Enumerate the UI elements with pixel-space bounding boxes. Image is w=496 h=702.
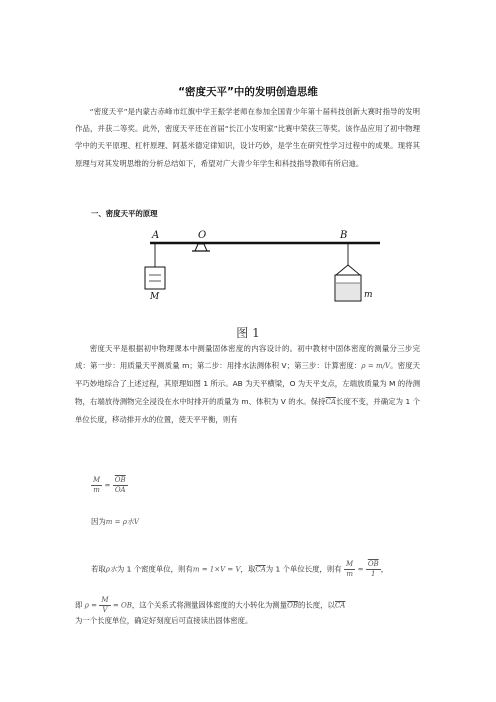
segment-ob: $\overline{OB}$: [287, 601, 298, 610]
p1-text-c: 长度不变，并确定为 1 个单位长度，移动排开水的位置，使天平平衡，则有: [75, 396, 421, 424]
eq4-den-left: m: [346, 570, 353, 578]
water-fill: [336, 283, 360, 300]
figure-caption: 图 1: [236, 326, 260, 340]
p2-text-b: 为 1 个密度单位，则有: [116, 564, 193, 574]
label-b: B: [340, 230, 348, 241]
segment-ca-2: $\overline{CA}$: [255, 565, 266, 574]
p2-text-a: 若取: [91, 564, 106, 574]
body-line-ruoqu: [91, 560, 388, 579]
water-container-lid: [336, 265, 360, 275]
eq1-left-fraction: [91, 476, 102, 495]
equation-1: [91, 476, 128, 495]
eq4-num-left: M: [346, 560, 354, 568]
density-formula: ρ = m/V: [361, 362, 391, 371]
eq4-right-fraction: [366, 560, 381, 579]
rho-water: ρ水: [105, 565, 117, 574]
equation-3: m = 1×V = V: [192, 565, 241, 574]
eq5-num: M: [101, 596, 109, 604]
p3-text-a: 即: [75, 600, 83, 610]
intro-paragraph: “密度天平”是内蒙古赤峰市红旗中学王振学老师在参加全国青少年第十届科技创新大赛时指导的发明作品，并获二等奖。此外，密度天平还在首届“长江小发明家”比赛中荣获三等奖。该作品应用了初中物理学中的天平原理、杠杆原理、阿基米德定律知识，设计巧妙，是学生在研究性学习过程中的成果。现将其原理与对其发明思维的分析总结如下，希望对广大青少年学生和科技指导教师有所启迪。: [75, 107, 420, 168]
fulcrum: [195, 244, 207, 251]
label-o: O: [198, 230, 207, 241]
eq4-den-right: 1: [371, 570, 376, 578]
balance-diagram: [140, 225, 390, 315]
because-line: [91, 516, 139, 527]
p3-text-b: ，这个关系式将测量固体密度的大小转化为测量: [131, 600, 288, 610]
section-heading: 一、密度天平的原理: [91, 209, 158, 218]
eq5-den: V: [102, 606, 108, 614]
eq1-num-right: $\overline{OB}$: [114, 476, 126, 484]
eq4-left-fraction: [344, 560, 355, 579]
segment-ca: $\overline{CA}$: [325, 397, 336, 406]
eq5-rhs: = OB: [112, 601, 132, 610]
eq4-num-right: $\overline{OB}$: [367, 560, 379, 568]
p2-text-d: 为 1 个单位长度，则有: [265, 564, 342, 574]
because-label: 因为: [91, 517, 106, 526]
closing-line: 为一个长度单位，确定好刻度后可直接读出固体密度。: [75, 616, 253, 625]
eq1-num-left: M: [93, 476, 101, 484]
eq1-den-left: m: [93, 486, 100, 494]
eq1-right-fraction: [113, 476, 128, 495]
equation-2: m = ρ水V: [105, 518, 139, 526]
eq4-comma: ，: [380, 564, 389, 574]
article-title: “密度天平”中的发明创造思维: [178, 86, 318, 98]
segment-ca-3: $\overline{CA}$: [334, 601, 346, 610]
p1-text-a: 密度天平是根据初中物理课本中测量固体密度的内容设计的。初中教材中固体密度的测量分三步完成：第一步：用质量天平测质量 m；第二步：用排水法测体积 V；第三步：计算密度：: [75, 344, 420, 371]
p2-text-c: ，取: [240, 564, 256, 574]
label-small-m: m: [364, 290, 373, 300]
eq5-lhs: ρ =: [84, 601, 97, 610]
p1-text-b: 。密度天平巧妙地综合了上述过程，其原理如图 1 所示。AB 为天平横梁，O 为天平支点，左端放质量为 M 的待测物，右端放待测物完全浸没在水中时排开的质量为 m、体积为 V 的水。保持: [75, 361, 420, 406]
p3-text-c: 的长度，以: [297, 600, 335, 610]
eq1-den-right: OA: [114, 486, 126, 494]
label-big-m: M: [150, 292, 160, 302]
label-a: A: [152, 230, 160, 241]
body-paragraph-1: [75, 340, 420, 428]
eq4-equals: =: [357, 565, 364, 574]
eq1-equals: =: [104, 481, 111, 490]
object-m-box: [145, 267, 165, 289]
